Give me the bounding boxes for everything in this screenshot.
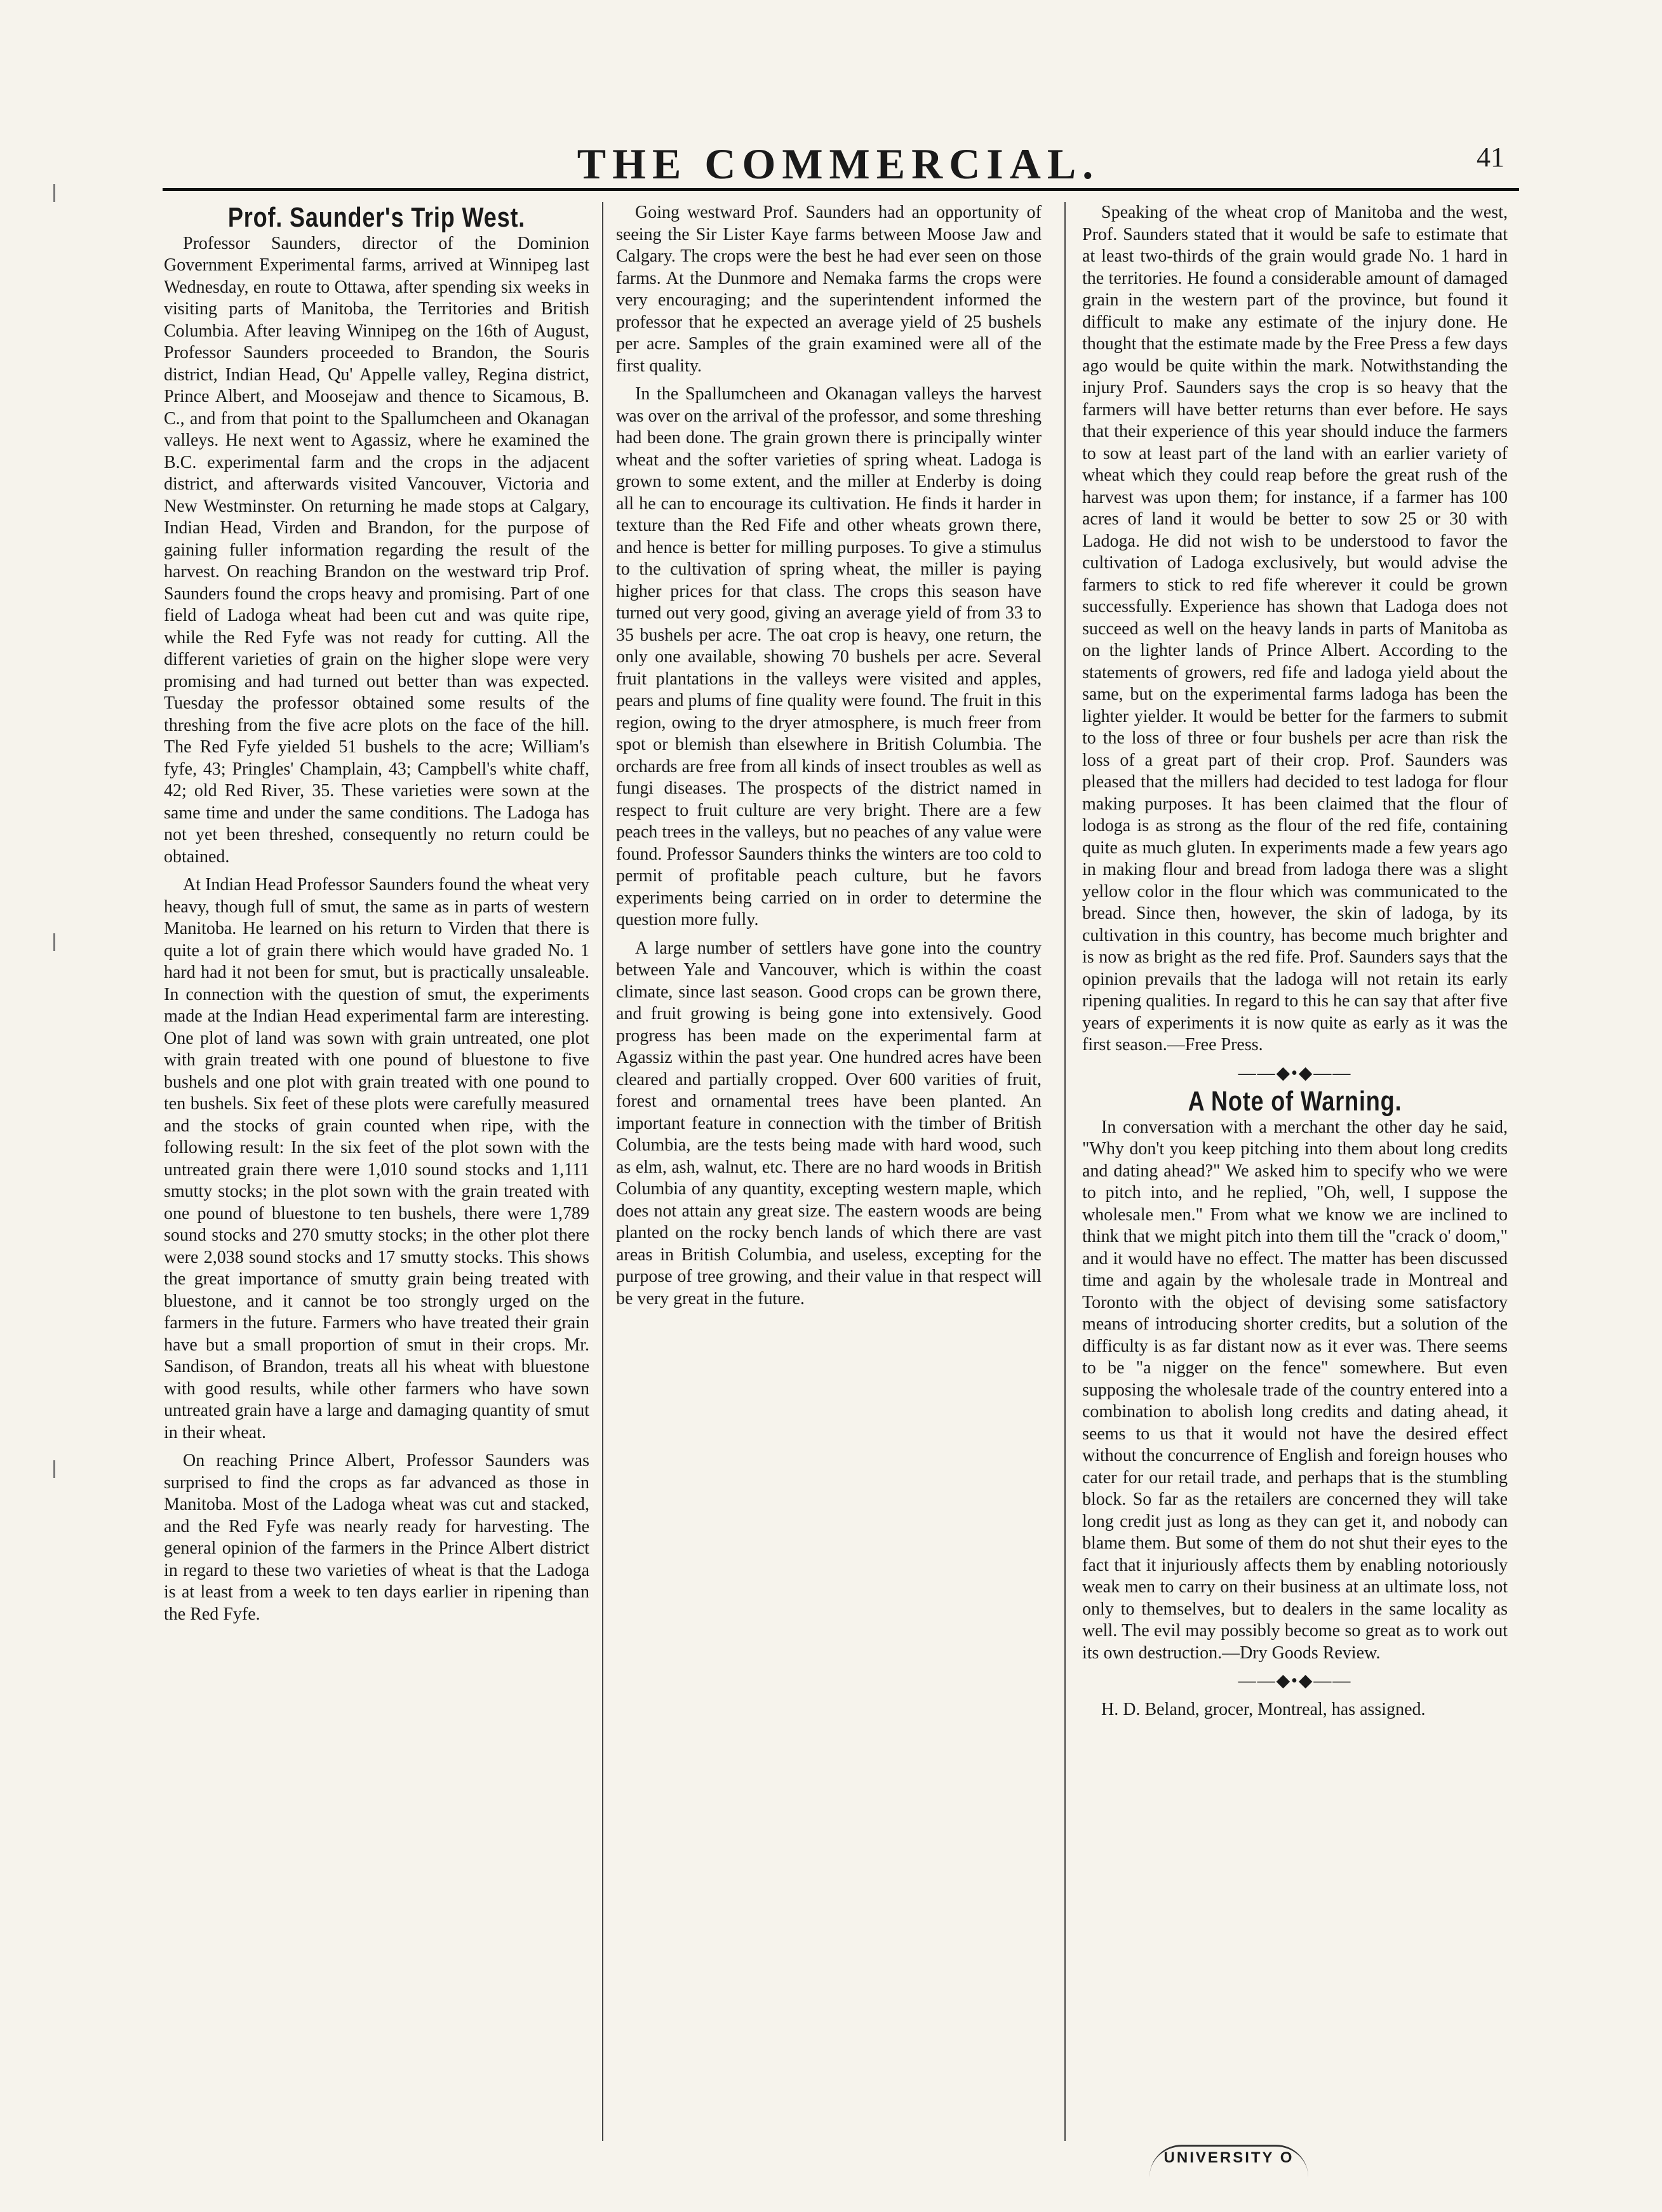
article-paragraph: At Indian Head Professor Saunders found the wheat very heavy, though full of smut, the same as in parts of western Manitoba. He learned on his return to Virden that there is quite a lot of grain there which would have graded No. 1 hard had it not been for smut, but is practically unsaleable. In connection with the question of smut, the experiments made at the Indian Head experimental farm are interesting. One plot of land was sown with grain untreated, one plot with grain treated with one pound of bluestone to five bushels and one plot with grain treated with one pound to ten bushels. Six feet of these plots were carefully measured and the stocks of grain counted when ripe, with the following result: In the six feet of the plot sown with the untreated grain there were 1,010 sound stocks and 1,111 smutty stocks; in the plot sown with the grain treated with one pound of bluestone to ten bushels, there were 1,789 sound stocks and 270 smutty stocks; in the other plot there were 2,038 sound stocks and 17 smutty stocks. This shows the great importance of smutty grain being treated with bluestone, and it cannot be too strongly urged on the farmers in the future. Farmers who have treated their grain have but a small proportion of smut in their crops. Mr. Sandison, of Brandon, treats all his wheat with bluestone with good results, while other farmers who have sown untreated grain have a large and damaging quantity of smut in their wheat.	[164, 875, 589, 1442]
column-separator	[602, 202, 603, 2141]
page-number: 41	[1477, 142, 1505, 173]
article-headline: A Note of Warning.	[1188, 1086, 1402, 1117]
masthead-rule	[163, 188, 1519, 191]
column-1	[164, 202, 589, 2141]
margin-mark	[53, 933, 62, 951]
article-headline: Prof. Saunder's Trip West.	[227, 202, 526, 233]
article-paragraph: Going westward Prof. Saunders had an opportunity of seeing the Sir Lister Kaye farms between Moose Jaw and Calgary. The crops were the best he had ever seen on those farms. At the Dunmore and Nemaka farms the crops were very encouraging; and the superintendent informed the professor that he expected an average yield of 25 bushels per acre. Samples of the grain examined were all of the first quality.	[616, 203, 1042, 376]
article-paragraph: On reaching Prince Albert, Professor Saunders was surprised to find the crops as far advanced as those in Manitoba. Most of the Ladoga wheat was cut and stacked, and the Red Fyfe was nearly ready for harvesting. The general opinion of the farmers in the Prince Albert district in regard to these two varieties of wheat is that the Ladoga is at least from a week to ten days earlier in ripening than the Red Fyfe.	[164, 1451, 589, 1624]
margin-mark	[53, 1460, 62, 1478]
column-separator	[1064, 202, 1066, 2141]
article-divider: ——◆•◆——	[1238, 1063, 1352, 1083]
article-paragraph: In conversation with a merchant the other day he said, "Why don't you keep pitching into them about long credits and dating ahead?" We asked him to specify who we were to pitch into, and he replied, "Oh, well, I suppose the wholesale men." From what we know we are inclined to think that we might pitch into them till the "crack o' doom," and it would have no effect. The matter has been discussed time and again by the wholesale trade in Montreal and Toronto with the object of devising some satisfactory means of introducing shorter credits, but a solution of the difficulty is as far distant now as it ever was. There seems to be "a nigger on the fence" somewhere. But even supposing the wholesale trade of the country entered into a combination to abolish long credits and dating ahead, it seems to us that it would not have the desired effect without the concurrence of English and foreign houses who cater for our retail trade, and perhaps that is the stumbling block. So far as the retailers are concerned they will take long credit just as long as they can get it, and nobody can blame them. But some of them do not shut their eyes to the fact that it injuriously affects them by enabling notoriously weak men to carry on their business at an ultimate loss, not only to themselves, but to dealers in the same locality as well. The evil may possibly become so great as to work out its own destruction.—Dry Goods Review.	[1082, 1117, 1508, 1663]
business-notice: H. D. Beland, grocer, Montreal, has assigned.	[1101, 1699, 1426, 1719]
column-3	[1082, 202, 1508, 2141]
margin-mark	[53, 184, 62, 202]
article-paragraph: Professor Saunders, director of the Dominion Government Experimental farms, arrived at Winnipeg last Wednesday, en route to Ottawa, after spending six weeks in visiting parts of Manitoba, the Territories and British Columbia. After leaving Winnipeg on the 16th of August, Professor Saunders proceeded to Brandon, the Souris district, Indian Head, Qu' Appelle valley, Regina district, Prince Albert, and Moosejaw and thence to Sicamous, B. C., and from that point to the Spallumcheen and Okanagan valleys. He next went to Agassiz, where he examined the B.C. experimental farm and the crops in the adjacent district, and afterwards visited Vancouver, Victoria and New Westminster. On returning he made stops at Calgary, Indian Head, Virden and Brandon, for the purpose of gaining fuller information regarding the result of the harvest. On reaching Brandon on the westward trip Prof. Saunders found the crops heavy and promising. Part of one field of Ladoga wheat had been cut and was quite ripe, while the Red Fyfe was not ready for cutting. All the different varieties of grain on the higher slope were very promising and had turned out better than was expected. Tuesday the professor obtained some results of the threshing from the five acre plots on the face of the hill. The Red Fyfe yielded 51 bushels to the acre; William's fyfe, 43; Pringles' Champlain, 43; Campbell's white chaff, 42; old Red River, 35. These varieties were sown at the same time and under the same conditions. The Ladoga has not yet been threshed, consequently no return could be obtained.	[164, 233, 589, 867]
article-divider: ——◆•◆——	[1238, 1671, 1352, 1691]
article-paragraph: In the Spallumcheen and Okanagan valleys the harvest was over on the arrival of the professor, and some threshing had been done. The grain grown there is principally winter wheat and the softer varieties of spring wheat. Ladoga is grown to some extent, and the miller at Enderby is doing all he can to encourage its cultivation. He finds it harder in texture than the Red Fife and other wheats grown there, and hence is better for milling purposes. To give a stimulus to the cultivation of spring wheat, the miller is paying higher prices for that class. The crops this season have turned out very good, giving an average yield of from 33 to 35 bushels per acre. The oat crop is heavy, one return, the only one available, showing 70 bushels per acre. Several fruit plantations in the valleys were visited and apples, pears and plums of fine quality were found. The fruit in this region, owing to the dryer atmosphere, is much freer from spot or blemish than elsewhere in British Columbia. The orchards are free from all kinds of insect troubles as well as fungi diseases. The prospects of the district named in respect to fruit culture are very bright. There are a few peach trees in the valleys, but no peaches of any value were found. Professor Saunders thinks the winters are too cold to permit of profitable peach culture, but he favors experiments being carried on in order to determine the question more fully.	[616, 384, 1042, 929]
library-stamp: UNIVERSITY O	[1149, 2145, 1308, 2177]
column-2	[616, 202, 1042, 2141]
article-paragraph: A large number of settlers have gone into the country between Yale and Vancouver, which is within the coast climate, since last season. Good crops can be grown there, and fruit growing is being gone into extensively. Good progress has been made on the experimental farm at Agassiz within the past year. One hundred acres have been cleared and partially cropped. Over 600 varities of fruit, forest and ornamental trees have been planted. An important feature in connection with the timber of British Columbia, are the tests being made with hard wood, such as elm, ash, walnut, etc. There are no hard woods in British Columbia of any quantity, excepting western maple, which does not attain any great size. The eastern woods are being planted on the rocky bench lands of which there are vast areas in British Columbia, and useless, excepting for the purpose of tree growing, and their value in that respect will be very great in the future.	[616, 938, 1042, 1309]
newspaper-title: THE COMMERCIAL.	[577, 140, 1100, 188]
masthead	[165, 124, 1511, 188]
article-paragraph: Speaking of the wheat crop of Manitoba and the west, Prof. Saunders stated that it would be safe to estimate that at least two-thirds of the grain would grade No. 1 hard in the territories. He found a considerable amount of damaged grain in the western part of the province, but found it difficult to make any estimate of the injury done. He thought that the estimate made by the Free Press a few days ago would be quite within the mark. Notwithstanding the injury Prof. Saunders says the crop is so heavy that the farmers will have better returns than ever before. He says that their experience of this year should induce the farmers to sow at least part of the land with an earlier variety of wheat which they could reap before the great rush of the harvest was upon them; for instance, if a farmer has 100 acres of land it would be better to sow 25 or 30 with Ladoga. He did not wish to be understood to favor the cultivation of Ladoga exclusively, but would advise the farmers to stick to red fife wherever it could be grown successfully. Experience has shown that Ladoga does not succeed as well on the heavy lands in parts of Manitoba as on the lighter lands of Prince Albert. According to the statements of growers, red fife and ladoga yield about the same, but on the experimental farms ladoga has been the lighter yielder. It would be better for the farmers to submit to the loss of three or four bushels per acre than risk the loss of a great part of their crop. Prof. Saunders was pleased that the millers had decided to test ladoga for flour making purposes. It has been claimed that the flour of lodoga is as strong as the flour of the red fife, containing quite as much gluten. In experiments made a few years ago in making flour and bread from ladoga there was a slight yellow color in the flour which was communicated to the bread. Since then, however, the skin of ladoga, by its cultivation in this country, has become much brighter and is now as bright as the red fife. Prof. Saunders says that the opinion prevails that the ladoga will not retain its early ripening qualities. In regard to this he can say that after five years of experiments it is now quite as early as it was the first season.—Free Press.	[1082, 203, 1508, 1055]
